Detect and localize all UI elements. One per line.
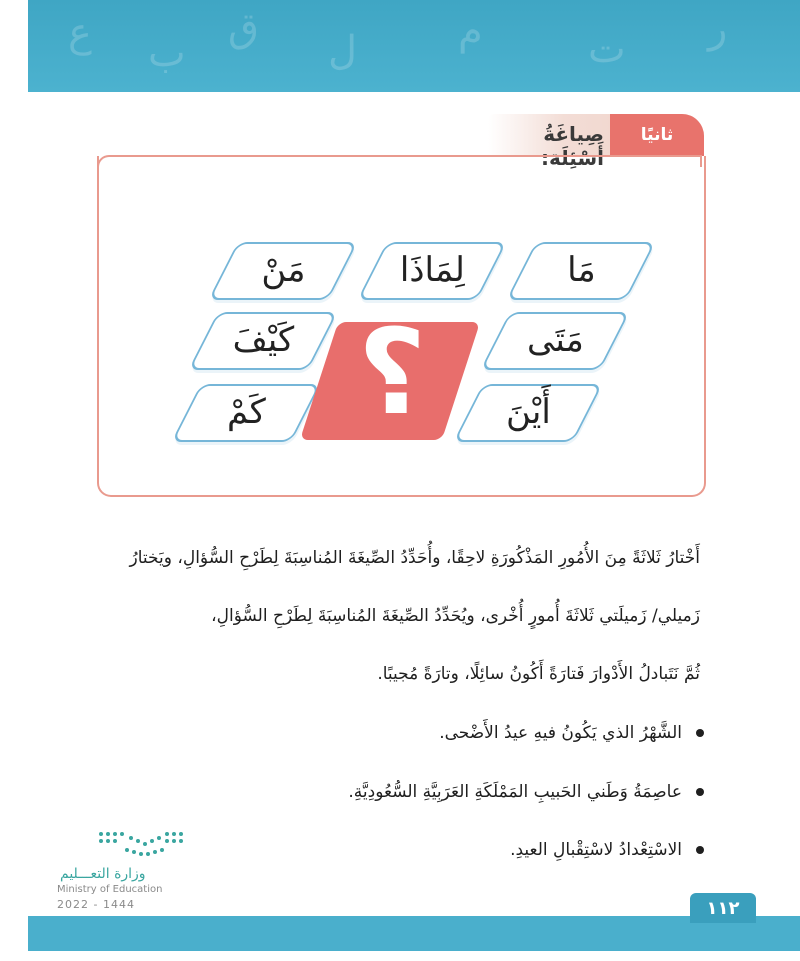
section-badge: ثانيًا bbox=[610, 114, 704, 156]
list-item: الشَّهْرُ الذي يَكُونُ فيهِ عيدُ الأَضْحى. bbox=[439, 723, 704, 743]
list-item: الاسْتِعْدادُ لاسْتِقْبالِ العيدِ. bbox=[510, 840, 704, 860]
card-limatha: لِمَاذَا bbox=[357, 242, 507, 300]
bullet-icon bbox=[696, 729, 704, 737]
bottom-band bbox=[28, 916, 800, 951]
card-kam: كَمْ bbox=[171, 384, 321, 442]
list-item: عاصِمَةُ وَطَني الحَبيبِ المَمْلَكَةِ العَرَبِيَّةِ السُّعُودِيَّةِ. bbox=[348, 782, 704, 802]
card-kayfa: كَيْفَ bbox=[188, 312, 338, 370]
card-man: مَنْ bbox=[208, 242, 358, 300]
instruction-line-2: زَميلي/ زَميلَتي ثَلاثَةَ أُمورٍ أُخْرى، ويُحَدِّدُ الصِّيغَةَ المُناسِبَةَ لِطَرْحِ السُّؤالِ، bbox=[211, 606, 700, 626]
question-mark-icon: ؟ bbox=[357, 303, 427, 441]
ministry-name-english: Ministry of Education bbox=[57, 884, 163, 895]
instruction-line-1: أَخْتارُ ثَلاثَةً مِنَ الأُمُورِ المَذْكُورَةِ لاحِقًا، وأُحَدِّدُ الصِّيغَةَ المُناسِبَةَ لِطَرْحِ السُّؤالِ، ويَختارُ bbox=[129, 548, 700, 568]
instruction-line-3: ثُمَّ نَتَبادلُ الأَدْوارَ فَتارَةً أَكُونُ سائِلًا، وتارَةً مُجيبًا. bbox=[377, 664, 700, 684]
ministry-logo-icon bbox=[97, 828, 189, 860]
card-mata: مَتَى bbox=[480, 312, 630, 370]
page-number: ١١٢ bbox=[690, 893, 756, 923]
section-header bbox=[488, 114, 704, 170]
card-ma: مَا bbox=[506, 242, 656, 300]
top-decorative-band: ع ب ق ل م ت ر bbox=[28, 0, 800, 92]
edition-year: 2022 - 1444 bbox=[57, 898, 135, 911]
ministry-name-arabic: وزارة التعـــليم bbox=[60, 866, 146, 882]
section-title: صِياغَةُ أَسْئِلَة: bbox=[541, 122, 604, 170]
card-ayna: أَيْنَ bbox=[453, 384, 603, 442]
bullet-icon bbox=[696, 788, 704, 796]
bullet-icon bbox=[696, 846, 704, 854]
